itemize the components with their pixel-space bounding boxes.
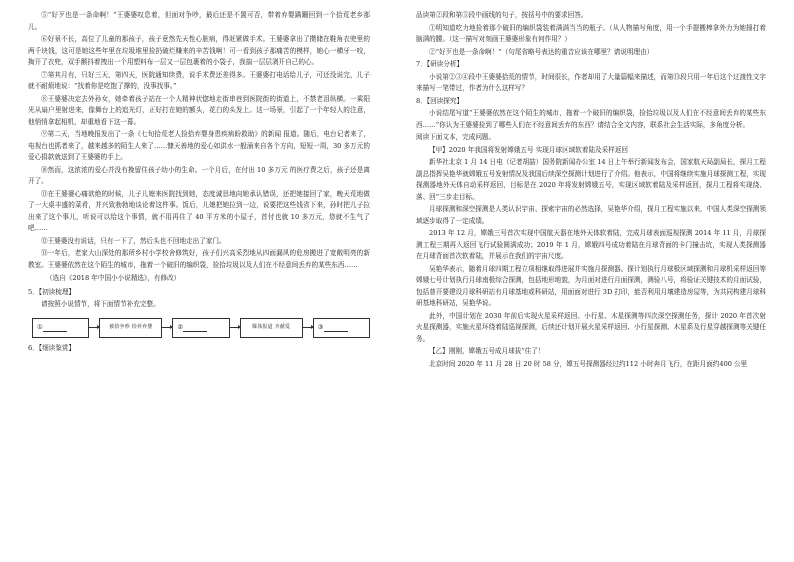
question-8-heading: 8．【回读探究】 (416, 96, 464, 105)
flow-arrow-4 (303, 327, 313, 328)
article-jia-para-4: 吴艳华表示，随着月球四期工程立项相继取得进展并实施月探测器。探计划执行月球极区域探测和月球机采样返回等嫦娥七号计划执行月球南极综合探测，包括地形地貌，为月面对进行月面探测，测验八号，将验证关键技术的月面试验，包括普开要建设月球科研站有月球基地或科研站，用面面对进行 3D 打印，能否利用月壤建造房屋等，为共同构建月球科研基地科研站，吴艳华说。 (416, 264, 766, 307)
flow-blank-1-label: ① (37, 322, 43, 331)
article-yi-para-1: 北京时间 2020 年 11 月 28 日 20 时 58 分，嫦五号探测器经过约112 小时奔月飞行，在距月面约400 公里 (429, 359, 748, 368)
story-para-12: ⑫王婆婆没有说话，只有一下了，然后头也不回地走出了家门。 (41, 236, 226, 245)
flow-blank-3[interactable] (313, 318, 370, 338)
article-jia-para-2: 月球探测和深空探测是人类认识宇宙、探索宇宙的必然选择，吴艳华介绍，探月工程实施以来，中国人类深空探测领域逐步取得了一定成绩。 (416, 205, 766, 225)
question-6-item-2: ②“好歹也是一条命啊！”（句尾省略号表达的重音应该在哪里？请说明理由） (429, 47, 654, 56)
story-para-8: ⑧王婆婆决定去外孙女，她牵着孩子站在一个人精神状惚地走街串巷到医院街的街道上，不禁老泪纵横。一乘阳光从扇户里射进来，像舞台上的追光灯，正好打在她的额头，花白的头发上。这一场景，引起了一个年轻人的注意，他悄悄拿起相机，却重地看下这一幕。 (28, 94, 370, 126)
article-jia-title: 【甲】2020 年我国将发射嫦娥五号 实现月球区域软着陆及采样返回 (429, 145, 629, 154)
flow-step-1: 被拾争吵 拾养弃婴 (99, 318, 162, 338)
story-source: （选自《2018 年中国小小说精选》，有修改） (46, 274, 181, 282)
story-para-11: ⑪在王婆婆心痛欲绝的时候，儿子儿媳来医院找到她，态度诚恳地向她承认错误，还把她接回了家，晚天荒地做了一大桌丰盛的菜肴，并兴致勃勃地谈论着这件事。饭后，儿媳把她拉到一边，说要把这些钱省下来，孙时把儿子拉出来了这个事儿，听说可以给这个事情，就不用再住了 40 平方米的小屋子，首付也就 10 多万元，您就不生气了吧…… (28, 189, 370, 232)
article-jia-para-1: 新华社北京 1 月 14 日电（记者胡喆）国务院新闻办公室 14 日上午举行新闻发布会，国家航天局副局长，探月工程副总指挥吴艳华就嫦娥五号发射情况及我国后续深空探测计划进行了介绍。他表示，中国将继续实施月球探测工程，实现探测器地外天体自动采样返回，目标是在 2020 年将发射嫦娥五号，实现区域软着陆及采样返回，探月工程将实现绕、落、回”三步走目标。 (416, 158, 766, 201)
flow-arrow-1 (89, 327, 99, 328)
story-para-6: ⑥好景不长，高位了儿童的那孩子，孩子竟然先天性心脏病，得赶紧做手术。王婆婆拿出了攒储在鞋角衣兜里的两千块钱，这可是她这些年里在垃圾堆里捡扔破烂赚来的辛苦钱啊！可一看到孩子那痛苦的模样，她心一横牙一咬，掏开了衣兜，双手颤抖着拽出一个用塑料布一层又一层包裹着的小袋子，我揣一层层剥开自己的心。 (28, 35, 370, 66)
flow-blank-2-label: ② (177, 322, 184, 331)
flow-blank-3-label: ③ (317, 322, 324, 331)
story-para-13: ⑬一年后，老家大山深处的那所乡村小学校舍修筑好，孩子们兴高采烈地从四面漏风的危房搬进了宽敞明亮的新教室。王婆婆依然在这个陌生的城市，拖着一个破旧的编织袋，捡拾垃圾以及人们在不经意间丢弃的某些东西…… (28, 249, 370, 269)
article-jia-para-3: 2013 年 12 月，嫦娥三号首次实现中国航天器在地外天体软着陆，完成月球表面巡视探测 2014 年 11 月，月球探测工程三期再入返回飞行试验圆满成功；2019 年 1 月，嫦娥四号成功着陆在月球背面的卡门撞击坑，实现人类探测器在月球背面首次软着陆，并展示在我们的宇宙尺度。 (416, 229, 766, 260)
left-column (28, 10, 370, 355)
story-para-7: ⑦第其月有，只好三天，第四天，医院通知续费，说手术费还差得多。王婆婆打电话给儿子，可还没说完，儿子就不耐烦地说：“找着你是吃饱了撑的，没事找事。” (28, 70, 370, 90)
article-yi-title: 【乙】刚刚，嫦娥五号成月球拔“住了！ (429, 347, 545, 355)
article-jia-para-5: 此外，中国计划在 2030 年前后实现火星采样返回、小行星、木星探测等四次深空探测任务，探计 2020 年首次射火星探测器，实施火星环绕着陆巡视探测，后续还计划开展火星采样返回、小行星探测、木星系及行星穿越探测等关键任务。 (416, 311, 766, 343)
flow-arrow-3 (230, 327, 240, 328)
question-6-intro: 品读第②段和第⑤段中画线的句子，按括号中的要求回答。 (416, 11, 588, 19)
flow-blank-1[interactable] (32, 318, 89, 338)
flow-arrow-2 (162, 327, 172, 328)
flow-step-2: 媒体报道 齐献爱 (240, 318, 303, 338)
story-para-5: ⑤“好歹也是一条命啊！”王婆婆叹息着，但面对争吵，最后还是不置可否，带着弃婴蹒跚回到一个拾荒老乡那儿。 (28, 11, 370, 31)
flow-blank-2-line (183, 324, 207, 332)
plot-flow-chart (32, 315, 370, 341)
flow-blank-3-line (324, 324, 348, 332)
question-6-item-1: ①明知道吃力地捡着那个破旧的编织袋装着满满当当的瓶子。（从人物描写角度，用一个手提搬棒拿外力为她捶打着脑满的腰。（这一描写对刻画王婆婆形象有何作用？） (416, 23, 766, 43)
reading-instruction: 阅读下面文本，完成问题。 (416, 133, 496, 141)
right-column (416, 10, 766, 371)
question-5-text: 请按照小说情节，将下面情节补充完整。 (41, 300, 160, 308)
question-8-text: 小说结尾写道“王婆婆依然在这个陌生的城市，拖着一个破旧的编织袋，捡拾垃圾以及人们在不经意间丢弃的某些东西……”你认为王婆婆捡到了哪些人们在不经意间丢弃的东西？请结合全文内容，联系社会生活实际，多角度分析。 (416, 109, 766, 129)
question-7-text: 小说第②③④段中王婆婆拾荒的情节，时间很长，作者却用了大量篇幅来描述，而第⑬段只用一年后这个过渡性文字来描写一笔带过，作者为什么这样写？ (416, 72, 766, 92)
question-5-heading: 5．【初读梳理】 (28, 287, 76, 296)
flow-blank-1-line (43, 324, 67, 332)
question-6-heading: 6．【细读鉴赏】 (28, 343, 76, 352)
flow-blank-2[interactable] (172, 318, 229, 338)
question-7-heading: 7．【研读分析】 (416, 60, 464, 68)
story-para-10: ⑩然而，这浓浓的爱心并没有挽留住孩子幼小的生命。一个月后，在付出 10 多万元 的医疗费之后，孩子还是离开了。 (28, 165, 370, 185)
story-para-9: ⑨第二天，当地晚报发出了一条《七旬拾荒老人捡拾弃婴身患疾病盼救助》的新闻 报道。随后，电台记者来了，电视台也抓者来了，越来越多的陌生人来了……慷天善地的爱心如洪水一般涌来自各个方向，短短一周，30 多万元的爱心捐款就送到了王婆婆的手上。 (28, 130, 370, 161)
